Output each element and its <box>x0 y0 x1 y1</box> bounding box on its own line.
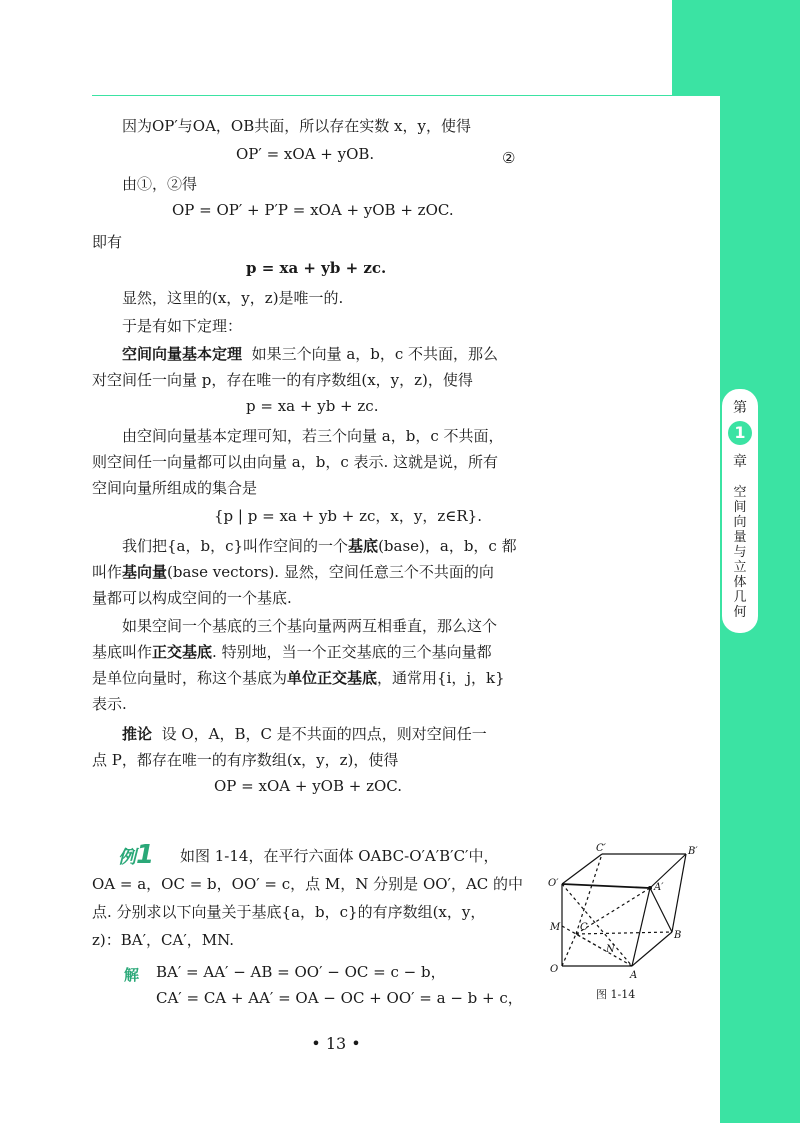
example-text: 点. 分别求以下向量关于基底{a，b，c}的有序数组(x，y， <box>92 903 486 921</box>
equation-number: ② <box>502 149 516 167</box>
text-span: 是单位向量时，称这个基底为 <box>92 669 288 687</box>
term-bold: 基底 <box>348 537 379 555</box>
parallelepiped-figure <box>546 840 726 980</box>
example-prefix: 例 <box>118 847 136 868</box>
label-b: B <box>674 930 682 941</box>
example-text: OA = a，OC = b，OO′ = c，点 M，N 分别是 OO′，AC 的中 <box>92 875 524 893</box>
text-span: (base vectors). 显然，空间任意三个不共面的向 <box>167 563 494 581</box>
label-m: M <box>550 922 561 933</box>
text-line: 即有 <box>92 233 123 251</box>
example-text: z)：BA′，CA′，MN. <box>92 931 235 949</box>
chapter-title-char: 几 <box>733 590 747 605</box>
text-line: 于是有如下定理： <box>122 317 243 335</box>
theorem-title: 空间向量基本定理 <box>122 345 243 363</box>
text-line: 因为OP′与OA，OB共面，所以存在实数 x，y，使得 <box>122 117 471 135</box>
label-a-prime: A′ <box>654 882 664 893</box>
label-b-prime: B′ <box>688 846 698 857</box>
solution-step: CA′ = CA + AA′ = OA − OC + OO′ = a − b + c， <box>156 989 523 1007</box>
header-rule <box>92 95 672 96</box>
equation: p = xa + yb + zc. <box>246 259 387 277</box>
chapter-title-char: 体 <box>733 575 747 590</box>
label-a: A <box>630 970 638 980</box>
text-line: 由空间向量基本定理可知，若三个向量 a，b，c 不共面， <box>122 427 504 445</box>
text-span: . 特别地，当一个正交基底的三个基向量都 <box>212 643 492 661</box>
example-label <box>118 840 154 870</box>
text-line: 量都可以构成空间的一个基底. <box>92 589 292 607</box>
text-line <box>92 668 505 688</box>
equation: OP′ = xOA + yOB. <box>236 145 375 163</box>
text-span: 基底叫作 <box>92 643 153 661</box>
equation: OP = OP′ + P′P = xOA + yOB + zOC. <box>172 201 454 219</box>
text-line: 表示. <box>92 695 127 713</box>
text-span: 我们把{a，b，c}叫作空间的一个 <box>122 537 349 555</box>
label-o-prime: O′ <box>548 878 559 889</box>
chapter-tab <box>721 388 759 634</box>
text-line: 空间向量所组成的集合是 <box>92 479 258 497</box>
chapter-title-char: 量 <box>733 530 747 545</box>
label-c: C <box>580 922 588 933</box>
text-line <box>92 642 492 662</box>
text-span: (base)，a，b，c 都 <box>378 537 517 555</box>
text-span: 叫作 <box>92 563 123 581</box>
term-bold: 基向量 <box>122 563 168 581</box>
text-line <box>92 562 494 582</box>
label-c-prime: C′ <box>596 843 606 854</box>
label-n: N <box>606 944 615 955</box>
theorem-text: 如果三个向量 a，b，c 不共面，那么 <box>251 345 499 363</box>
text-line <box>122 536 517 556</box>
chapter-title-char: 空 <box>733 485 747 500</box>
text-line: 显然，这里的(x，y，z)是唯一的. <box>122 289 344 307</box>
solution-step: BA′ = AA′ − AB = OO′ − OC = c − b， <box>156 963 446 981</box>
text-line: 对空间任一向量 p，存在唯一的有序数组(x，y，z)，使得 <box>92 371 473 389</box>
term-bold: 正交基底 <box>152 643 213 661</box>
example-number: 1 <box>136 840 155 870</box>
text-line: 由①，②得 <box>122 175 198 193</box>
corollary-title: 推论 <box>122 725 153 743</box>
chapter-title-char: 间 <box>733 500 747 515</box>
chapter-di: 第 <box>733 400 747 416</box>
chapter-title-char: 与 <box>733 545 747 560</box>
term-bold: 单位正交基底 <box>287 669 378 687</box>
chapter-title-char: 何 <box>733 605 747 620</box>
corollary-text: 设 O，A，B，C 是不共面的四点，则对空间任一 <box>161 725 487 743</box>
equation: OP = xOA + yOB + zOC. <box>214 777 402 795</box>
text-line: 则空间任一向量都可以由向量 a，b，c 表示. 这就是说，所有 <box>92 453 499 471</box>
equation: p = xa + yb + zc. <box>246 397 379 415</box>
header-color-block <box>672 0 800 96</box>
page-number: • 13 • <box>311 1034 361 1053</box>
theorem-line <box>122 344 498 364</box>
example-text: 如图 1-14，在平行六面体 OABC-O′A′B′C′中， <box>180 847 499 865</box>
text-span: ，通常用{i，j，k} <box>377 669 505 687</box>
equation: {p | p = xa + yb + zc，x，y，z∈R}. <box>214 507 482 525</box>
label-o: O <box>550 964 559 975</box>
chapter-title <box>722 485 758 620</box>
text-line: 点 P，都存在唯一的有序数组(x，y，z)，使得 <box>92 751 399 769</box>
chapter-title-char: 立 <box>733 560 747 575</box>
solution-label: 解 <box>124 966 140 984</box>
chapter-zhang: 章 <box>733 454 747 470</box>
chapter-title-char: 向 <box>733 515 747 530</box>
chapter-number: 1 <box>728 421 752 445</box>
corollary-line <box>122 724 487 744</box>
text-line: 如果空间一个基底的三个基向量两两互相垂直，那么这个 <box>122 617 498 635</box>
figure-caption: 图 1-14 <box>596 988 636 1001</box>
